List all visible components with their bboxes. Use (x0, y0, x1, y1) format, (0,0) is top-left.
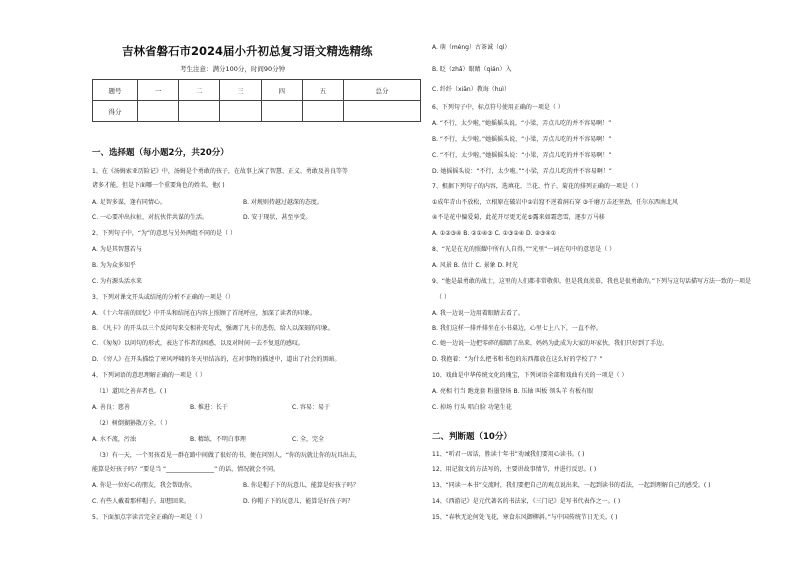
option-line: D. 她摇摇头说：“不行，太少啦。”“小梁，弄点儿吃的并不容易啊！” (432, 168, 612, 175)
page-title: 吉林省磐石市2024届小升初总复习语文精选精练 (122, 44, 373, 58)
option-line: D. 我抱着：“为什么把书和书包的东西都放在这么好的学校了？” (432, 356, 603, 363)
option-line: D. 安于现状，甚至享受。 (243, 214, 312, 221)
question-line: （ ） (436, 294, 450, 301)
table-header-cell: 一 (138, 80, 179, 101)
option-line: A. 萌（méng）古茶诚（qì） (432, 44, 511, 51)
table-header-cell: 五 (302, 80, 343, 101)
option-line: C. 为有源头活水来 (92, 278, 143, 285)
question-line: 6、下列句子中，标点符号使用正确的一项是（ ） (432, 104, 564, 111)
score-cell[interactable] (220, 101, 261, 122)
option-line: A. 我一边说一边用着眼睛去看了。 (432, 310, 524, 317)
option-line: A. 善良：慈善 (92, 404, 130, 411)
option-line: B. “不行，太少啦。”她摇摇头说，“小梁，弄点儿吃的并不容易啊！” (432, 136, 612, 143)
question-line: ①成年青山不放松，立根原在破岩中②岩窟不逆着洞石穿 ③千磨万击还坚劲，任尔东西南北风 (432, 199, 679, 206)
option-line: B. 推进：长于 (190, 404, 228, 411)
option-line: A. ①②③④ B. ②①④③ C. ①③②④ D. ②③④① (432, 230, 556, 237)
table-header-cell: 四 (261, 80, 302, 101)
option-line: D. 《穷人》在开头描绘了寒风呼啸的冬天里结冻的，在对事物的描述中，道出了社会的黑暗。 (92, 356, 341, 363)
question-line: 2、下列句子中，“为”的意思与另外两组不同的是（ ） (92, 230, 236, 237)
option-line: C. 掉场 行头 唱白脸 功笔生花 (432, 404, 512, 411)
question-line: 11、“听君一席话，胜读十年书”劝诫我们要用心读书。( ) (432, 451, 585, 458)
option-line: C. 一心要冲出拉扯，对抗伙伴共谋的生活。 (92, 214, 209, 221)
option-line: B. 你是帽子下的玩意儿，能算是好孩子吗？ (243, 482, 359, 489)
option-line: B. 对规则持越过越深的态度。 (243, 199, 323, 206)
question-line: 1、在《汤姆索亚历险记》中，汤姆是个勇敢的孩子，在故事上演了智慧、正义、勇敢及善良等等 (92, 168, 348, 175)
table-header-cell: 二 (179, 80, 220, 101)
question-line: 8、“光是在光的照耀中所有人自得，”“光里”一词在句中的意思是（ ） (432, 246, 616, 253)
question-line: 7、根据下列句子的内容，选填花、兰花、竹子、菊花的排列正确的一项是（ ） (432, 183, 642, 190)
table-header-cell: 总分 (344, 80, 421, 101)
option-line: A. 《十六年前的回忆》中开头和结尾在内容上照顾了首尾呼应，加深了读者的印象。 (92, 310, 316, 317)
question-line: 12、用记叙文的方法写的，主要讲故事情节，并进行反思。( ) (432, 466, 597, 473)
option-line: C. 有些人戴着那样帽子。却想回来。 (92, 498, 191, 505)
option-line: C. 容易：易于 (292, 404, 331, 411)
question-line: 10、戏曲是中华传统文化的瑰宝，下列词语全部和戏曲有关的一项是（ ） (432, 372, 628, 379)
question-line: 13、“同读一本书”交流时，我们要把自己的观点说出来，一起到读书的看法，一起到理解自己的感受。( ) (432, 482, 711, 489)
option-line: B. 精练，不明白事理 (190, 436, 246, 443)
score-cell[interactable] (138, 101, 179, 122)
option-line: B. 眨（zhǎ）眼睛（qián）入 (432, 66, 512, 73)
option-line: D. 你帽子下的玩意儿，能算是好孩子吗？ (243, 498, 354, 505)
option-line: C. “不行，太少啦，”她摇摇头说：“小梁，弄点儿吃的并不容易啊！” (432, 152, 612, 159)
option-line: B. 我们这样一排并排坐在小书桌边，心里七上八下，一直不停。 (432, 325, 602, 332)
question-line: （3）有一天，一个男孩看见一群在路中间做了很好的书，便在问别人，“你的玩就让你的玩具出去， (96, 452, 361, 459)
question-line: （1）道因之善弃者也。( ) (96, 388, 167, 395)
option-line: A. “不行，太少啦，”她摇摇头说，“小梁，弄点儿吃的并不容易啊！” (432, 120, 612, 127)
option-line: A. 足智多谋，逢有同情心。 (92, 199, 166, 206)
section-title: 二、判断题（10分） (432, 432, 512, 442)
section-title: 一、选择题（每小题2分，共20分） (92, 148, 229, 158)
option-line: C. 《匆匆》以问句的形式，表达了作者的困惑，以及对时间一去不复返的感叹。 (92, 340, 305, 347)
table-header-cell: 三 (220, 80, 261, 101)
question-line: ④不是花中偏爱菊，此花开尽更无花⑤露来如霜恋雪，逐步万马移 (432, 214, 605, 221)
question-line: 3、下列对课文开头或结尾的分析不正确的一项是（） (92, 294, 234, 301)
table-header-cell: 题号 (93, 80, 138, 101)
question-line: 4、下列词语的意思理解正确的一项是（ ） (92, 372, 206, 379)
question-line: 能算是好孩子吗？”要是当 “________________” 的话，情况就会不同。 (92, 466, 280, 473)
option-line: A. 为是其智慧若与 (92, 246, 142, 253)
question-line: （2）树倒猢狲散万全。（ ） (96, 420, 171, 427)
option-line: C. 全，完全 (292, 436, 325, 443)
question-line: 14、《西游记》是元代著名的书法家，《三门记》是写书代表作之一。( ) (432, 498, 621, 505)
option-line: A. 风景 B. 估计 C. 景象 D. 时光 (432, 262, 518, 269)
option-line: A. 亮相 行当 跑龙套 粉墨登场 B. 压轴 叫板 领头羊 有板有眼 (432, 388, 594, 395)
score-cell[interactable] (261, 101, 302, 122)
score-table (92, 79, 421, 122)
score-cell[interactable] (344, 101, 421, 122)
option-line: C. 她一边说一边把零碎的脚踏了出来，妈妈为此成为大家的坏家伙，我们只好到了手边。 (432, 340, 669, 347)
option-line: B. 《凡卡》的开头以三个反问句来交相补充句式，强调了凡卡的悲伤，给人以深刻的印象。 (92, 325, 334, 332)
option-line: A. 你是一位好心的朋友，我会帮助你。 (92, 482, 196, 489)
question-line: 9、“他是最勇敢的战士，这里的人们都非常敬仰。但是我真羡慕，我也是很勇敢的。”下列与这句话描写方法一致的一项是 (432, 278, 752, 285)
question-line: 诸多才能，但是下面哪一个重要角色的姓名，他( ) (92, 182, 225, 189)
exam-note: 考生注意：满分100分，时间90分钟 (180, 65, 286, 73)
option-line: C. 纤纤（xiān）教诲（huì） (432, 86, 510, 93)
table-row-label: 得分 (93, 101, 138, 122)
option-line: A. 水不流，污浊 (92, 436, 136, 443)
question-line: 5、下面加点字读音完全正确的一项是（ ） (92, 514, 206, 521)
question-line: 15、“春秋无论何处飞花，寒食东风御柳斜。”与中国传统节日无关。( ) (432, 514, 618, 521)
option-line: B. 为为众多知乎 (92, 262, 136, 269)
score-cell[interactable] (179, 101, 220, 122)
score-cell[interactable] (302, 101, 343, 122)
